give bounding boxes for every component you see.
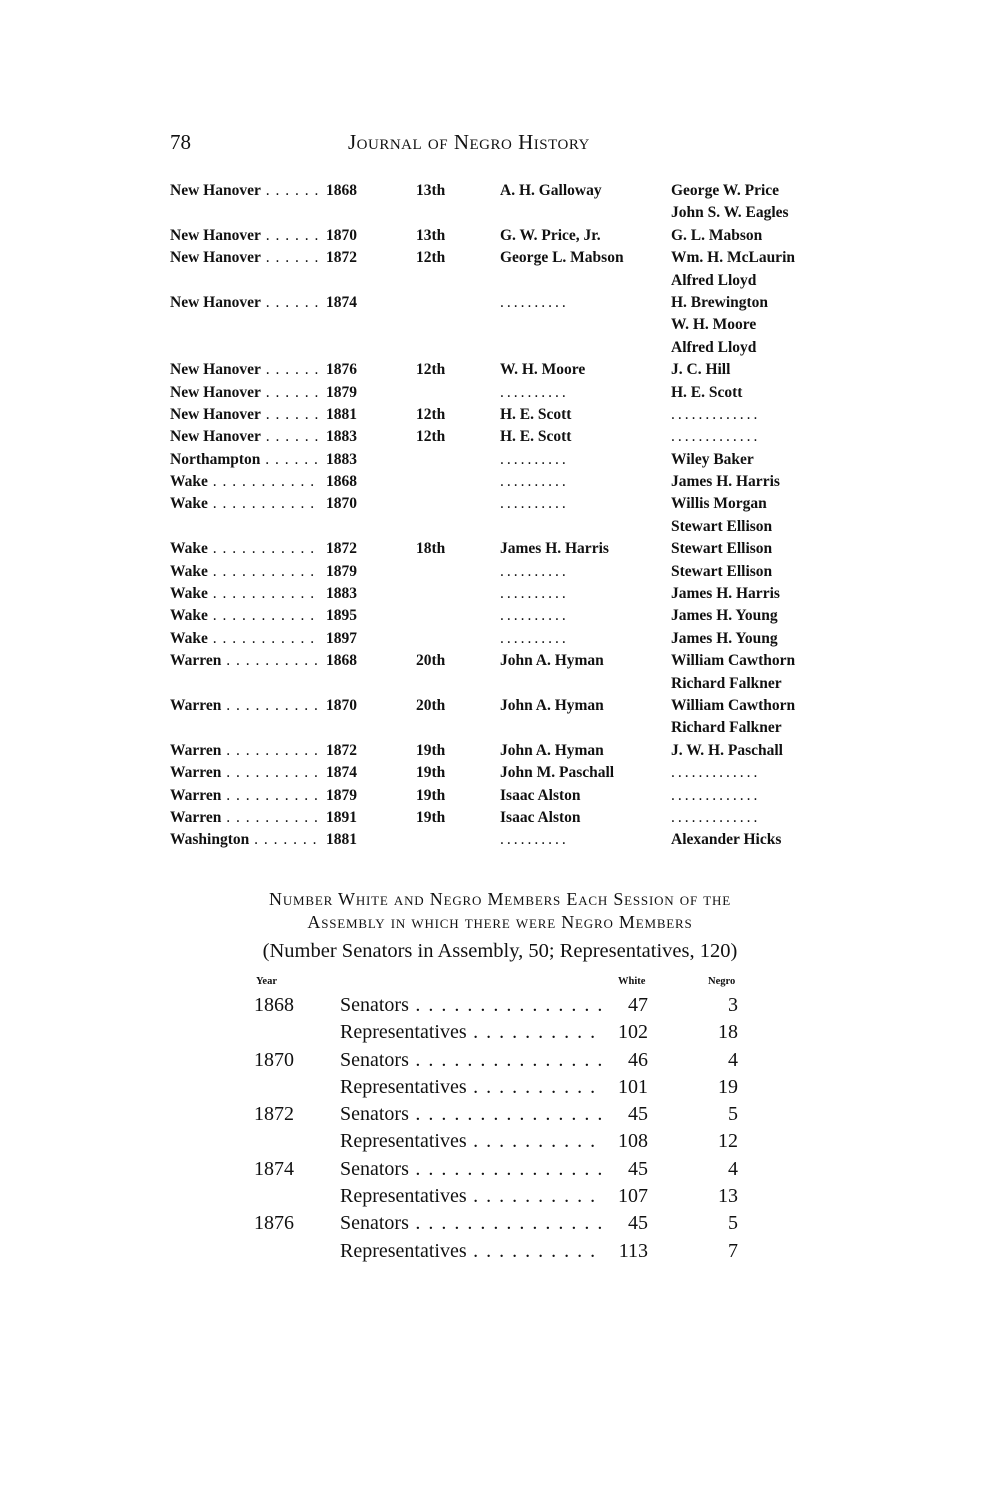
senator-cell: W. H. Moore [500, 361, 586, 379]
summary-house [340, 1128, 602, 1155]
county-name: Wake . . . [170, 563, 318, 580]
year-cell: 1881 [322, 829, 370, 851]
year-cell: 1874 [322, 292, 370, 314]
county-cell [170, 225, 318, 247]
year-cell: 1872 [322, 538, 370, 560]
senator-cell: .......... [500, 585, 569, 603]
senator-cell: John A. Hyman [500, 696, 604, 714]
senator-cell: George L. Mabson [500, 249, 624, 267]
year-cell: 1883 [322, 449, 370, 471]
summary-row [250, 1101, 770, 1128]
representative-cell: H. Brewington [671, 293, 769, 311]
senator-cell: H. E. Scott [500, 405, 572, 423]
year-cell: 1872 [322, 740, 370, 762]
summary-year: 1870 [254, 1048, 294, 1071]
table-row [164, 426, 844, 448]
senator-cell: .......... [500, 607, 569, 625]
summary-year: 1876 [254, 1212, 294, 1235]
county-name: Warren . . . [170, 787, 318, 804]
county-name: Warren . . . [170, 652, 318, 669]
year-cell: 1883 [322, 583, 370, 605]
summary-row [250, 1047, 770, 1074]
summary-year: 1874 [254, 1157, 294, 1180]
table-row [164, 180, 844, 202]
representative-cell: Stewart Ellison [671, 540, 773, 558]
senator-cell: H. E. Scott [500, 428, 572, 446]
summary-house-label: Senators . . . [340, 1049, 602, 1071]
summary-row [250, 1238, 770, 1265]
summary-negro-count: 4 [728, 1048, 738, 1071]
table-row [164, 605, 844, 627]
representative-cell: Alfred Lloyd [671, 271, 757, 289]
table-row [164, 359, 844, 381]
summary-heading-line-2: Assembly in which there were Negro Members [307, 912, 693, 932]
county-cell [170, 382, 318, 404]
representative-cell: G. L. Mabson [671, 226, 763, 244]
senator-cell: A. H. Galloway [500, 182, 602, 199]
summary-row [250, 1183, 770, 1210]
table-row [164, 538, 844, 560]
district-cell: 19th [416, 741, 446, 759]
representative-cell: Stewart Ellison [671, 562, 773, 580]
district-cell: 13th [416, 182, 446, 199]
table-row [164, 583, 844, 605]
summary-negro-count: 12 [718, 1130, 738, 1153]
summary-house-label: Representatives . . . [340, 1185, 602, 1207]
senator-cell: G. W. Price, Jr. [500, 226, 601, 244]
senator-cell: Isaac Alston [500, 808, 581, 826]
year-cell: 1870 [322, 225, 370, 247]
column-header-negro: Negro [708, 976, 736, 987]
year-cell: 1868 [322, 180, 370, 202]
county-name: Warren . . . [170, 697, 318, 714]
representative-cell: Alexander Hicks [671, 831, 782, 849]
summary-row [250, 1074, 770, 1101]
table-row [164, 247, 844, 269]
summary-house-label: Representatives . . . [340, 1240, 602, 1262]
summary-negro-count: 13 [718, 1185, 738, 1208]
summary-house [340, 1210, 602, 1237]
summary-year: 1868 [254, 994, 294, 1016]
summary-negro-count: 7 [728, 1239, 738, 1262]
year-cell: 1879 [322, 561, 370, 583]
table-row [164, 493, 844, 515]
year-cell: 1883 [322, 426, 370, 448]
county-cell [170, 247, 318, 269]
county-name: Warren . . . [170, 742, 318, 759]
district-cell: 12th [416, 405, 446, 423]
county-cell [170, 807, 318, 829]
county-cell [170, 583, 318, 605]
county-cell [170, 449, 318, 471]
representative-cell: Wm. H. McLaurin [671, 249, 795, 267]
senator-cell: .......... [500, 562, 569, 580]
summary-negro-count: 5 [728, 1103, 738, 1126]
county-name: New Hanover . . . [170, 406, 318, 423]
county-cell [170, 538, 318, 560]
summary-heading [160, 888, 840, 934]
county-name: New Hanover . . . [170, 428, 318, 445]
summary-white-count: 101 [602, 1074, 648, 1101]
county-name: New Hanover . . . [170, 361, 318, 378]
county-cell [170, 561, 318, 583]
summary-white-count: 47 [602, 992, 648, 1019]
senator-cell: John M. Paschall [500, 764, 615, 782]
table-row [164, 695, 844, 717]
representative-cell: William Cawthorn [671, 652, 796, 670]
summary-white-count: 45 [602, 1101, 648, 1128]
summary-white-count: 102 [602, 1019, 648, 1046]
summary-white-count: 46 [602, 1047, 648, 1074]
district-cell: 20th [416, 652, 446, 670]
representative-cell: James H. Young [671, 607, 778, 625]
summary-house-label: Senators . . . [340, 994, 602, 1016]
district-cell: 19th [416, 786, 446, 804]
table-row [164, 628, 844, 650]
representative-cell: J. W. H. Paschall [671, 741, 783, 759]
table-row [164, 785, 844, 807]
table-row [164, 807, 844, 829]
table-row [164, 449, 844, 471]
summary-white-count: 107 [602, 1183, 648, 1210]
table-row [164, 561, 844, 583]
senator-cell: .......... [500, 831, 569, 849]
county-name: New Hanover . . . [170, 182, 318, 199]
representative-cell: Wiley Baker [671, 450, 754, 468]
column-header-white: White [618, 976, 646, 987]
district-cell: 12th [416, 249, 446, 267]
representative-cell: George W. Price [671, 182, 780, 199]
district-cell: 18th [416, 540, 446, 558]
table-row [164, 740, 844, 762]
county-name: Warren . . . [170, 764, 318, 781]
year-cell: 1897 [322, 628, 370, 650]
summary-row [250, 1156, 770, 1183]
county-cell [170, 740, 318, 762]
year-cell: 1895 [322, 605, 370, 627]
summary-negro-count: 3 [728, 994, 738, 1016]
representative-cell: John S. W. Eagles [671, 204, 789, 222]
summary-white-count: 45 [602, 1210, 648, 1237]
district-cell: 12th [416, 428, 446, 446]
summary-negro-count: 4 [728, 1157, 738, 1180]
table-row-continuation [164, 673, 844, 695]
page-header [170, 130, 810, 162]
county-name: Washington . . . [170, 831, 318, 848]
summary-heading-line-1: Number White and Negro Members Each Session of the [269, 889, 731, 909]
table-row [164, 225, 844, 247]
representative-cell: James H. Young [671, 629, 778, 647]
summary-white-count: 108 [602, 1128, 648, 1155]
table-row [164, 829, 844, 851]
table-row-continuation [164, 270, 844, 292]
summary-house [340, 1101, 602, 1128]
county-cell [170, 471, 318, 493]
county-cell [170, 628, 318, 650]
senator-cell: .......... [500, 383, 569, 401]
senator-cell: Isaac Alston [500, 786, 581, 804]
county-cell [170, 180, 318, 202]
summary-table-header [250, 976, 770, 992]
table-row-continuation [164, 314, 844, 336]
county-name: New Hanover . . . [170, 249, 318, 266]
summary-note: (Number Senators in Assembly, 50; Representatives, 120) [262, 940, 738, 962]
county-cell [170, 426, 318, 448]
representative-cell: William Cawthorn [671, 696, 796, 714]
journal-title: Journal of Negro History [348, 130, 590, 154]
senator-cell: John A. Hyman [500, 741, 604, 759]
county-name: Northampton . . . [170, 451, 318, 468]
summary-negro-count: 19 [718, 1075, 738, 1098]
representative-cell: ............. [671, 428, 761, 446]
year-cell: 1870 [322, 493, 370, 515]
year-cell: 1876 [322, 359, 370, 381]
summary-year: 1872 [254, 1103, 294, 1126]
summary-house [340, 1183, 602, 1210]
county-cell [170, 762, 318, 784]
column-header-year: Year [256, 976, 277, 987]
senator-cell: John A. Hyman [500, 652, 604, 670]
representative-cell: H. E. Scott [671, 383, 743, 401]
county-cell [170, 695, 318, 717]
representative-cell: James H. Harris [671, 585, 780, 603]
county-cell [170, 493, 318, 515]
county-name: Wake . . . [170, 630, 318, 647]
representative-cell: ............. [671, 808, 761, 826]
summary-row [250, 1210, 770, 1237]
county-cell [170, 650, 318, 672]
summary-house-label: Senators . . . [340, 1103, 602, 1125]
senator-cell: .......... [500, 450, 569, 468]
summary-house [340, 1238, 602, 1265]
table-row-continuation [164, 516, 844, 538]
district-cell: 13th [416, 226, 446, 244]
year-cell: 1870 [322, 695, 370, 717]
representative-cell: ............. [671, 786, 761, 804]
county-name: Wake . . . [170, 585, 318, 602]
table-row-continuation [164, 337, 844, 359]
county-cell [170, 359, 318, 381]
senator-cell: James H. Harris [500, 540, 609, 558]
representative-cell: J. C. Hill [671, 361, 731, 379]
senator-cell: .......... [500, 629, 569, 647]
county-name: Wake . . . [170, 607, 318, 624]
county-name: Wake . . . [170, 540, 318, 557]
summary-table [250, 976, 770, 1265]
representative-cell: Willis Morgan [671, 495, 767, 513]
district-cell: 19th [416, 764, 446, 782]
county-name: Wake . . . [170, 495, 318, 512]
summary-negro-count: 18 [718, 1021, 738, 1044]
summary-row [250, 1128, 770, 1155]
table-row [164, 382, 844, 404]
county-name: Warren . . . [170, 809, 318, 826]
representative-cell: ............. [671, 764, 761, 782]
district-cell: 19th [416, 808, 446, 826]
table-row [164, 404, 844, 426]
table-row-continuation [164, 717, 844, 739]
county-cell [170, 829, 318, 851]
representative-cell: W. H. Moore [671, 316, 757, 334]
summary-house-label: Senators . . . [340, 1212, 602, 1234]
county-name: Wake . . . [170, 473, 318, 490]
district-cell: 12th [416, 361, 446, 379]
representative-cell: Richard Falkner [671, 719, 782, 737]
members-table [164, 180, 844, 852]
summary-house [340, 1074, 602, 1101]
year-cell: 1868 [322, 650, 370, 672]
senator-cell: .......... [500, 293, 569, 311]
senator-cell: .......... [500, 473, 569, 491]
year-cell: 1872 [322, 247, 370, 269]
representative-cell: Richard Falkner [671, 674, 782, 692]
county-cell [170, 292, 318, 314]
year-cell: 1881 [322, 404, 370, 426]
county-name: New Hanover . . . [170, 227, 318, 244]
summary-house-label: Representatives . . . [340, 1021, 602, 1043]
table-row [164, 471, 844, 493]
year-cell: 1891 [322, 807, 370, 829]
district-cell: 20th [416, 696, 446, 714]
summary-white-count: 45 [602, 1156, 648, 1183]
table-row [164, 292, 844, 314]
county-name: New Hanover . . . [170, 294, 318, 311]
summary-house-label: Senators . . . [340, 1158, 602, 1180]
county-cell [170, 404, 318, 426]
summary-house-label: Representatives . . . [340, 1130, 602, 1152]
senator-cell: .......... [500, 495, 569, 513]
representative-cell: ............. [671, 405, 761, 423]
summary-house [340, 1047, 602, 1074]
year-cell: 1868 [322, 471, 370, 493]
table-row [164, 650, 844, 672]
summary-house [340, 1156, 602, 1183]
summary-white-count: 113 [602, 1238, 648, 1265]
summary-house [340, 992, 602, 1019]
table-row-continuation [164, 202, 844, 224]
summary-row [250, 992, 770, 1019]
year-cell: 1879 [322, 382, 370, 404]
year-cell: 1879 [322, 785, 370, 807]
table-row [164, 762, 844, 784]
summary-house-label: Representatives . . . [340, 1076, 602, 1098]
county-cell [170, 785, 318, 807]
county-name: New Hanover . . . [170, 384, 318, 401]
page-number: 78 [170, 130, 191, 154]
summary-house [340, 1019, 602, 1046]
summary-negro-count: 5 [728, 1212, 738, 1235]
year-cell: 1874 [322, 762, 370, 784]
summary-row [250, 1019, 770, 1046]
county-cell [170, 605, 318, 627]
representative-cell: Alfred Lloyd [671, 338, 757, 356]
representative-cell: Stewart Ellison [671, 517, 773, 535]
representative-cell: James H. Harris [671, 473, 780, 491]
